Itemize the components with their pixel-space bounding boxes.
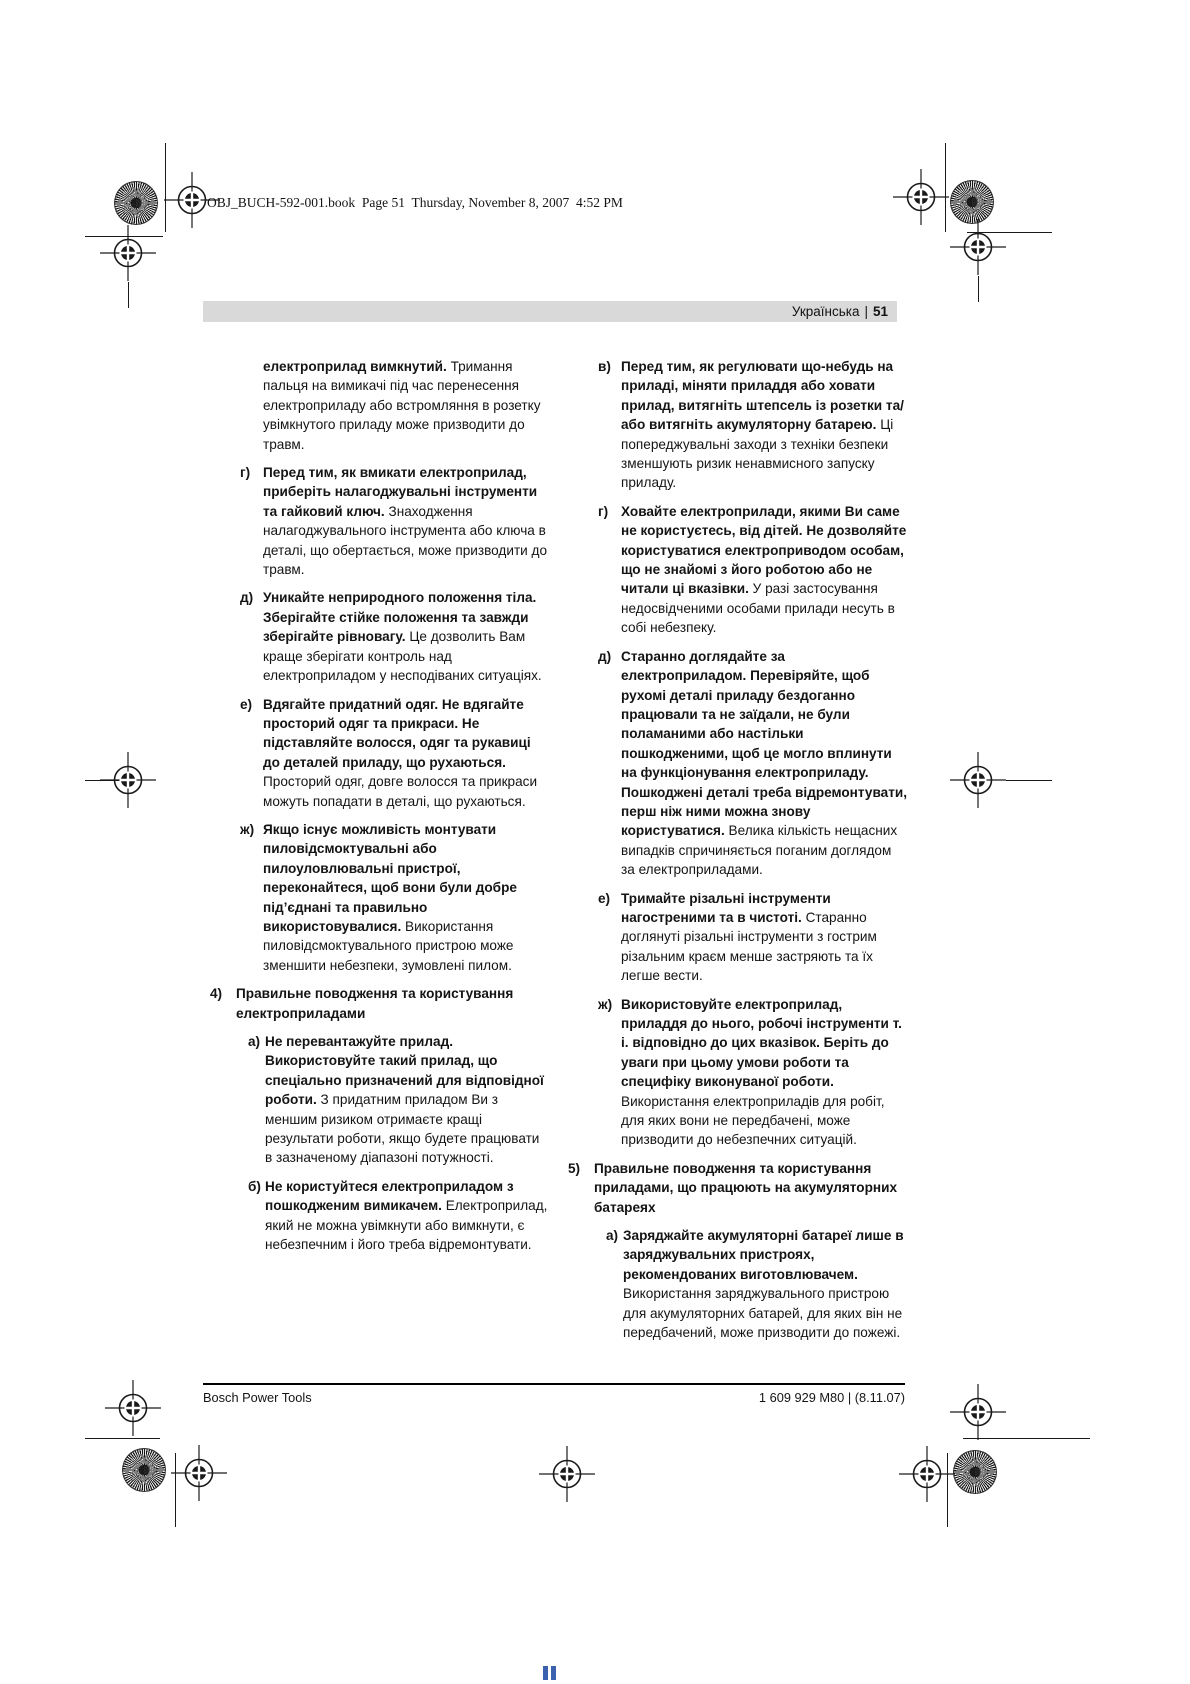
- page-number: 51: [872, 304, 888, 319]
- language-bar: [203, 301, 897, 322]
- list-item: г) Перед тим, як вмикати електроприлад, приберіть налагоджувальні інструменти та гайковий ключ. Знаходження налагоджувального інструмента або ключа в деталі, що обертається, може призводити до травм.: [240, 465, 548, 578]
- crop-line: [85, 1438, 160, 1439]
- list-item: ж) Використовуйте електроприлад, приладдя до нього, робочі інструменти т. і. відповідно до цих вказівок. Беріть до уваги при цьому умови роботи та специфіку виконуваної роботи. Використання електроприладів для робіт, для яких вони не передбачені, може призводити до небезпечних ситуацій.: [598, 996, 902, 1148]
- registration-mark-icon: [899, 1446, 955, 1502]
- list-item: г) Ховайте електроприлади, якими Ви саме не користуєтесь, від дітей. Не дозволяйте користуватися електроприводом особам, що не знайомі з його роботою або не читали ці вказівки. У разі застосування недосвідченими особами прилади несуть в собі небезпеку.: [598, 503, 907, 636]
- list-item: е) Тримайте різальні інструменти нагостреними та в чистоті. Старанно доглянуті різальні інструменти з гострим різальним краєм менше застряють та їх легше вести.: [598, 890, 877, 984]
- color-bar-mark: [543, 1666, 556, 1680]
- paragraph-continuation: електроприлад вимкнутий. Тримання пальця на вимикачі під час перенесення електроприладу або встромляння в розетку увімкнутого приладу може призводити до травм.: [263, 359, 541, 452]
- registration-mark-icon: [100, 225, 156, 281]
- list-item: д) Старанно доглядайте за електроприладом. Перевіряйте, щоб рухомі деталі приладу бездоганно працювали та не заїдали, не були поламаними або настільки пошкодженими, щоб це могло вплинути на функціонування електроприладу. Пошкоджені деталі треба відремонтувати, перш ніж ними можна знову користуватися. Велика кількість нещасних випадків спричиняється поганим доглядом за електроприладами.: [598, 648, 907, 878]
- starburst-target-icon: [114, 181, 158, 225]
- crop-line: [128, 282, 129, 308]
- list-item: е) Вдягайте придатний одяг. Не вдягайте просторий одяг та прикраси. Не підставляйте волосся, одяг та рукавиці до деталей приладу, що рухаються. Просторий одяг, довге волосся та прикраси можуть попадати в деталі, що рухаються.: [240, 696, 538, 809]
- section-heading: 5) Правильне поводження та користування приладами, що працюють на акумуляторних батареях: [568, 1160, 898, 1215]
- registration-mark-icon: [950, 219, 1006, 275]
- registration-mark-icon: [100, 752, 156, 808]
- registration-mark-icon: [893, 169, 949, 225]
- registration-mark-icon: [105, 1380, 161, 1436]
- starburst-target-icon: [950, 180, 994, 224]
- footer-publisher: Bosch Power Tools: [203, 1390, 312, 1405]
- crop-line: [1006, 780, 1052, 781]
- list-item: д) Уникайте неприродного положення тіла. Зберігайте стійке положення та завжди зберігайте рівновагу. Це дозволить Вам краще зберігати контроль над електроприладом у несподіваних ситуаціях.: [240, 590, 542, 684]
- list-item: ж) Якщо існує можливість монтувати пиловідсмоктувальні або пилоуловлювальні пристрої, переконайтеся, щоб вони були добре під’єднані та правильно використовувалися. Використання пиловідсмоктувального пристрою може зменшити небезпеки, зумовлені пилом.: [240, 821, 517, 973]
- section-heading: 4) Правильне поводження та користування електроприладами: [210, 986, 514, 1021]
- language-bar-separator: |: [864, 304, 868, 319]
- registration-mark-icon: [539, 1446, 595, 1502]
- document-header-line: OBJ_BUCH-592-001.book Page 51 Thursday, November 8, 2007 4:52 PM: [207, 195, 623, 210]
- language-label: Українська: [791, 304, 860, 319]
- registration-mark-icon: [171, 1445, 227, 1501]
- starburst-target-icon: [953, 1450, 997, 1494]
- footer-doc-number: 1 609 929 M80 | (8.11.07): [758, 1390, 905, 1405]
- starburst-target-icon: [122, 1448, 166, 1492]
- list-item: а) Не перевантажуйте прилад. Використовуйте такий прилад, що спеціально призначений для відповідної роботи. З придатним приладом Ви з меншим ризиком отримаєте кращі результати роботи, якщо будете працювати в зазначеному діапазоні потужності.: [248, 1034, 544, 1166]
- list-item: б) Не користуйтеся електроприладом з пошкодженим вимикачем. Електроприлад, який не можна увімкнути або вимкнути, є небезпечним і його треба відремонтувати.: [248, 1178, 548, 1253]
- list-item: в) Перед тим, як регулювати що-небудь на приладі, міняти приладдя або ховати прилад, витягніть штепсель із розетки та/або витягніть акумуляторну батарею. Ці попереджувальні заходи з техніки безпеки зменшують ризик ненавмисного запуску приладу.: [598, 359, 904, 491]
- left-text-column: [203, 357, 548, 1263]
- crop-line: [978, 276, 979, 302]
- registration-mark-icon: [950, 752, 1006, 808]
- registration-mark-icon: [950, 1384, 1006, 1440]
- list-item: а) Заряджайте акумуляторні батареї лише в заряджувальних пристроях, рекомендованих виготовлювачем. Використання заряджувального пристрою для акумуляторних батарей, для яких він не передбачений, може призводити до пожежі.: [606, 1228, 904, 1341]
- footer-rule: [203, 1383, 905, 1385]
- right-text-column: [561, 357, 907, 1352]
